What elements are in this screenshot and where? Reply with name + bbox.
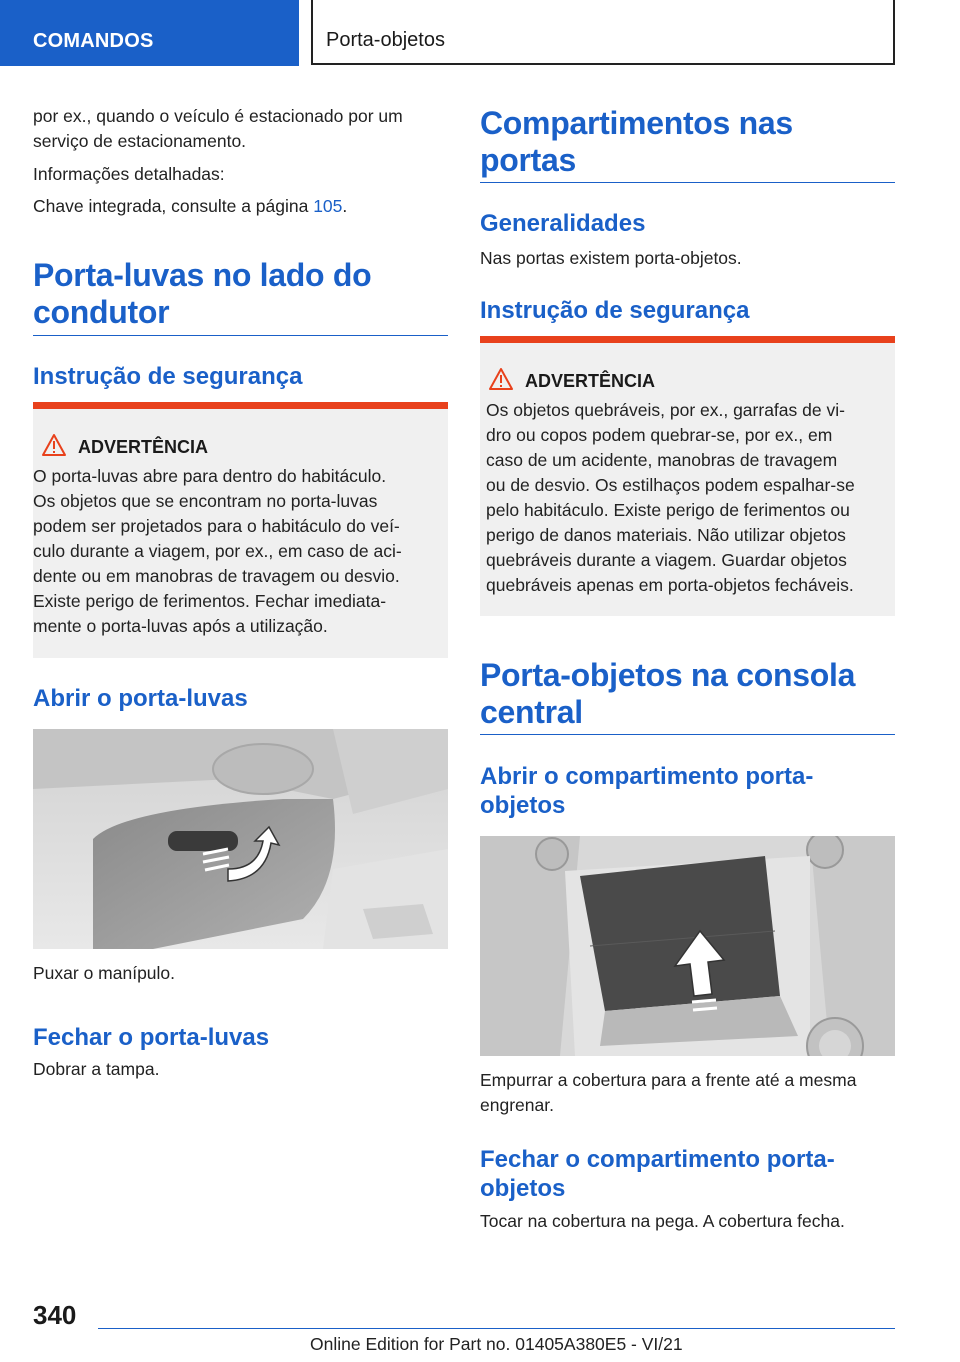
door-compartments-heading-line-1: Compartimentos nas bbox=[480, 105, 793, 141]
footer-rule bbox=[98, 1328, 895, 1329]
safety-heading: Instrução de segurança bbox=[480, 297, 750, 324]
safety-heading: Instrução de segurança bbox=[33, 363, 303, 390]
console-illustration bbox=[480, 836, 895, 1056]
general-text: Nas portas existem porta-objetos. bbox=[480, 248, 742, 268]
open-glovebox-heading: Abrir o porta-luvas bbox=[33, 685, 248, 712]
door-compartments-heading-line-2: portas bbox=[480, 142, 576, 178]
page-number: 340 bbox=[33, 1300, 77, 1330]
open-compartment-heading-line-1: Abrir o compartimento porta- bbox=[480, 763, 814, 790]
intro-line-1: por ex., quando o veículo é estacionado por um bbox=[33, 106, 403, 126]
warning-title: ADVERTÊNCIA bbox=[78, 437, 209, 457]
heading-rule bbox=[480, 734, 895, 735]
section-title: COMANDOS bbox=[33, 30, 154, 52]
warning-triangle-icon bbox=[488, 367, 514, 391]
close-text: Dobrar a tampa. bbox=[33, 1059, 160, 1079]
heading-rule bbox=[480, 182, 895, 183]
close-glovebox-heading: Fechar o porta-luvas bbox=[33, 1024, 270, 1051]
heading-rule bbox=[33, 335, 448, 336]
warning-title: ADVERTÊNCIA bbox=[525, 371, 656, 391]
section-heading-line-2: condutor bbox=[33, 294, 170, 330]
close-compartment-text: Tocar na cobertura na pega. A cobertura fecha. bbox=[480, 1211, 845, 1231]
close-compartment-heading-line-1: Fechar o compartimento porta- bbox=[480, 1146, 835, 1173]
console-image bbox=[480, 836, 895, 1056]
section-heading-line-1: Porta-luvas no lado do bbox=[33, 257, 372, 293]
edition-footer: Online Edition for Part no. 01405A380E5 - VI/21 bbox=[310, 1334, 683, 1354]
page-link[interactable]: 105 bbox=[313, 196, 343, 216]
section-tab bbox=[0, 0, 299, 66]
center-console-heading-line-2: central bbox=[480, 694, 583, 730]
general-heading: Generalidades bbox=[480, 210, 646, 237]
warning-box bbox=[33, 402, 448, 658]
warning-triangle-icon bbox=[41, 433, 67, 457]
open-compartment-heading-line-2: objetos bbox=[480, 792, 566, 819]
open-caption-line-1: Empurrar a cobertura para a frente até a mesma bbox=[480, 1070, 857, 1090]
open-caption-line-2: engrenar. bbox=[480, 1095, 554, 1115]
glovebox-image bbox=[33, 729, 448, 949]
intro-line-2: serviço de estacionamento. bbox=[33, 131, 247, 151]
center-console-heading-line-1: Porta-objetos na consola bbox=[480, 657, 856, 693]
open-caption: Puxar o manípulo. bbox=[33, 963, 176, 983]
warning-body: O porta-luvas abre para dentro do habitáculo. Os objetos que se encontram no porta-luvas podem ser projetados para o habitáculo do veí- culo durante a viagem, por ex., em caso de aci- dente ou em manobras de travagem ou desvio. Existe perigo de ferimentos. Fechar imediata- mente o porta-luvas após a utilização. bbox=[33, 466, 402, 636]
details-label: Informações detalhadas: bbox=[33, 164, 225, 184]
close-compartment-heading-line-2: objetos bbox=[480, 1175, 566, 1202]
warning-box bbox=[480, 336, 895, 616]
chapter-title: Porta-objetos bbox=[326, 29, 445, 51]
glovebox-illustration bbox=[33, 729, 448, 949]
details-text: Chave integrada, consulte a página 105. bbox=[33, 196, 348, 216]
chapter-box bbox=[311, 0, 895, 65]
warning-body: Os objetos quebráveis, por ex., garrafas de vi- dro ou copos podem quebrar-se, por ex., em caso de um acidente, manobras de travagem ou de desvio. Os estilhaços podem espalhar-se pelo habitáculo. Existe perigo de ferimentos ou perigo de danos materiais. Não utilizar objetos quebráveis durante a viagem. Guardar objetos quebráveis apenas em porta-objetos fecháveis. bbox=[486, 400, 855, 595]
